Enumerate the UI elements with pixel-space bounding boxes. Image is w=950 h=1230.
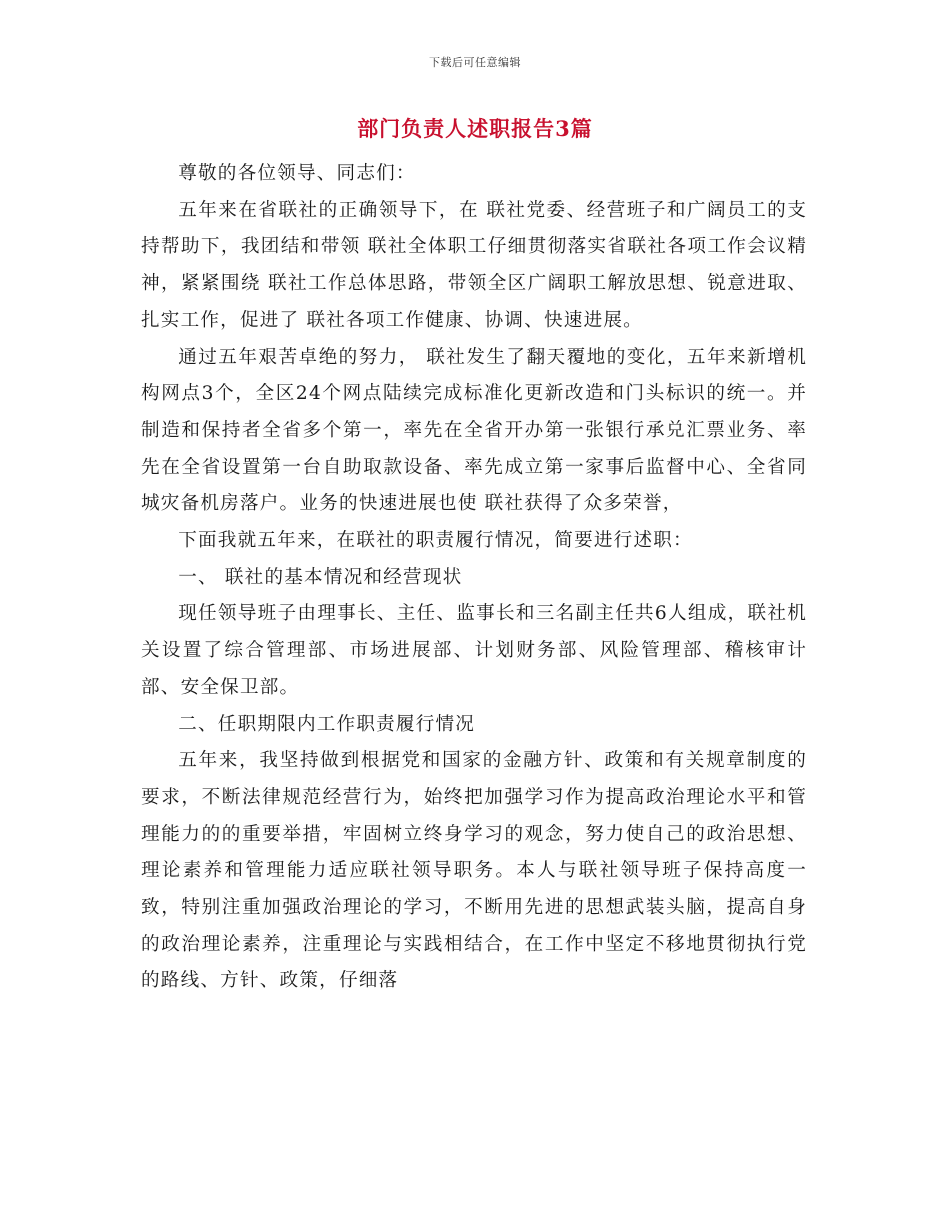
paragraph-intro: 五年来在省联社的正确领导下，在 联社党委、经营班子和广阔员工的支持帮助下，我团结和带领 联社全体职工仔细贯彻落实省联社各项工作会议精神，紧紧围绕 联社工作总体思路，带领全区广阔职工解放思想、锐意进取、扎实工作，促进了 联社各项工作健康、协调、快速进展。 bbox=[141, 199, 807, 331]
paragraph-basic-situation: 现任领导班子由理事长、主任、监事长和三名副主任共6人组成，联社机关设置了综合管理部、市场进展部、计划财务部、风险管理部、稽核审计部、安全保卫部。 bbox=[141, 603, 807, 698]
paragraph-transition: 下面我就五年来，在联社的职责履行情况，简要进行述职： bbox=[178, 530, 693, 552]
header-note: 下载后可任意编辑 bbox=[429, 56, 521, 69]
paragraph-duties: 五年来，我坚持做到根据党和国家的金融方针、政策和有关规章制度的要求，不断法律规范经营行为，始终把加强学习作为提高政治理论水平和管理能力的的重要举措，牢固树立终身学习的观念，努力使自己的政治思想、理论素养和管理能力适应联社领导职务。本人与联社领导班子保持高度一致，特别注重加强政治理论的学习，不断用先进的思想武装头脑，提高自身的政治理论素养，注重理论与实践相结合，在工作中坚定不移地贯彻执行党的路线、方针、政策，仔细落 bbox=[141, 750, 807, 992]
document-title: 部门负责人述职报告3篇 bbox=[357, 116, 593, 141]
document-body bbox=[141, 156, 807, 1000]
section-heading-2: 二、任职期限内工作职责履行情况 bbox=[178, 713, 476, 735]
section-heading-1: 一、 联社的基本情况和经营现状 bbox=[178, 566, 463, 588]
paragraph-salutation: 尊敬的各位领导、同志们： bbox=[178, 163, 416, 184]
paragraph-achievements: 通过五年艰苦卓绝的努力， 联社发生了翻天覆地的变化，五年来新增机构网点3个，全区24个网点陆续完成标准化更新改造和门头标识的统一。并制造和保持者全省多个第一，率先在全省开办第一张银行承兑汇票业务、率先在全省设置第一台自助取款设备、率先成立第一家事后监督中心、全省同城灾备机房落户。业务的快速进展也使 联社获得了众多荣誉， bbox=[141, 346, 807, 515]
